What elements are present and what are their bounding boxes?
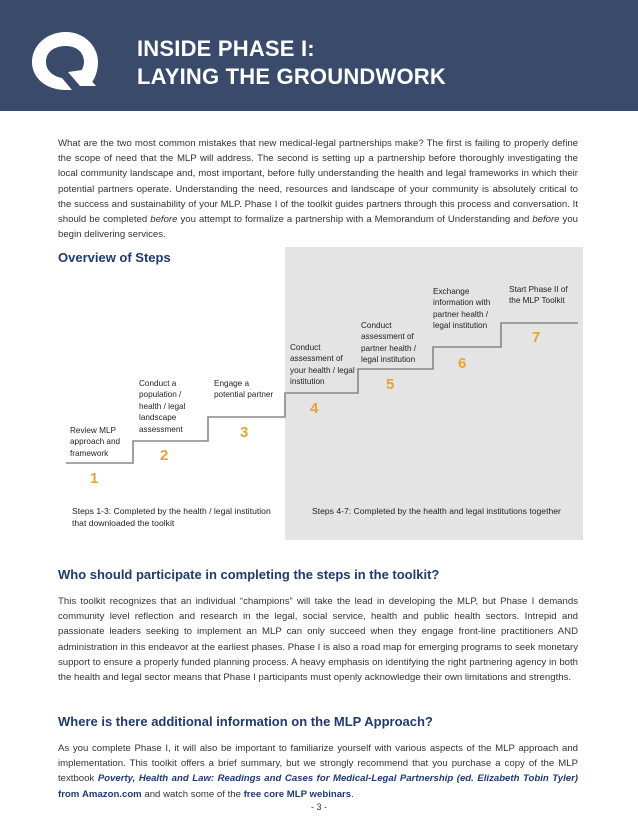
title-line-2: LAYING THE GROUNDWORK <box>137 64 446 89</box>
title-line-1: INSIDE PHASE I: <box>137 36 315 61</box>
and-watch-text: and watch some of the <box>144 788 241 800</box>
step-2-number: 2 <box>160 447 169 464</box>
step-5-label: Conduct assessment of partner health / legal institution <box>361 321 417 365</box>
step-1-label: Review MLP approach and framework <box>70 426 121 458</box>
step-2-label: Conduct a population / health / legal landscape assessment <box>139 379 186 434</box>
page-number: - 3 - <box>310 802 327 812</box>
step-6-label: Exchange information with partner health / legal institution <box>433 287 491 331</box>
steps-1-3-note: Steps 1-3: Completed by the health / legal institution that downloaded the toolkit <box>72 506 271 528</box>
participants-heading: Who should participate in completing the steps in the toolkit? <box>58 567 440 582</box>
intro-text-mid: you attempt to formalize a partnership with a Memorandum of Understanding and <box>180 214 530 226</box>
participants-paragraph: This toolkit recognizes that an individual “champions” will take the lead in developing the MLP, but Phase I demands community level reflection and research in the legal, social service, health and public health sectors. Intrepid and passionate leaders seeking to implement an MLP can only succeed when they engage front-line practitioners AND administration in this endeavor at the earliest phases. Phase I is also a road map for emerging programs to seek monetary support to ensure a properly funded planning process. A heavy emphasis on identifying the right partnering agency in both the health and legal sector means that Phase I participants must openly acknowledge their own limitations and strengths. <box>58 596 578 684</box>
end-period: . <box>351 788 354 800</box>
intro-paragraph <box>58 136 578 242</box>
step-5-number: 5 <box>386 376 395 393</box>
intro-text: What are the two most common mistakes that new medical-legal partnerships make? The first is failing to properly define the scope of need that the MLP will address. The second is setting up a partnership before thoroughly investigating the local community landscape and, most important, before fully understanding the health and legal frameworks in which their potential partners operate. Understanding the need, resources and landscape of your community is absolutely critical to the success and sustainability of your MLP. Phase I of the toolkit guides partners through this process and conversation. It should be completed <box>58 138 578 226</box>
step-4-number: 4 <box>310 400 319 417</box>
page-header <box>0 0 638 111</box>
logo-icon <box>28 28 100 92</box>
webinars-link[interactable]: free core MLP webinars <box>243 788 352 800</box>
additional-info-heading: Where is there additional information on the MLP Approach? <box>58 714 433 729</box>
step-6-number: 6 <box>458 355 467 372</box>
intro-emphasis-1: before <box>150 214 178 226</box>
from-text: from <box>58 788 80 800</box>
steps-4-7-note: Steps 4-7: Completed by the health and legal institutions together <box>312 506 561 516</box>
intro-text-end: you begin delivering services. <box>58 214 578 241</box>
step-3-label: Engage a potential partner <box>214 379 274 400</box>
additional-info-text: As you complete Phase I, it will also be important to familiarize yourself with various aspects of the MLP approach and implementation. This toolkit offers a brief summary, but we strongly recommend that you purchase a copy of the MLP textbook <box>58 743 578 785</box>
step-4-label: Conduct assessment of your health / legal institution <box>290 343 355 387</box>
step-3-number: 3 <box>240 424 249 441</box>
intro-emphasis-2: before <box>532 214 560 226</box>
page-title <box>137 35 446 91</box>
step-1-number: 1 <box>90 470 99 487</box>
textbook-link[interactable]: Poverty, Health and Law: Readings and Cases for Medical-Legal Partnership (ed. Elizabeth Tobin Tyler) <box>97 773 579 785</box>
overview-heading: Overview of Steps <box>58 250 171 265</box>
additional-info-paragraph <box>58 741 578 802</box>
step-7-number: 7 <box>532 329 541 346</box>
amazon-link[interactable]: Amazon.com <box>82 788 142 800</box>
step-7-label: Start Phase II of the MLP Toolkit <box>509 285 568 306</box>
